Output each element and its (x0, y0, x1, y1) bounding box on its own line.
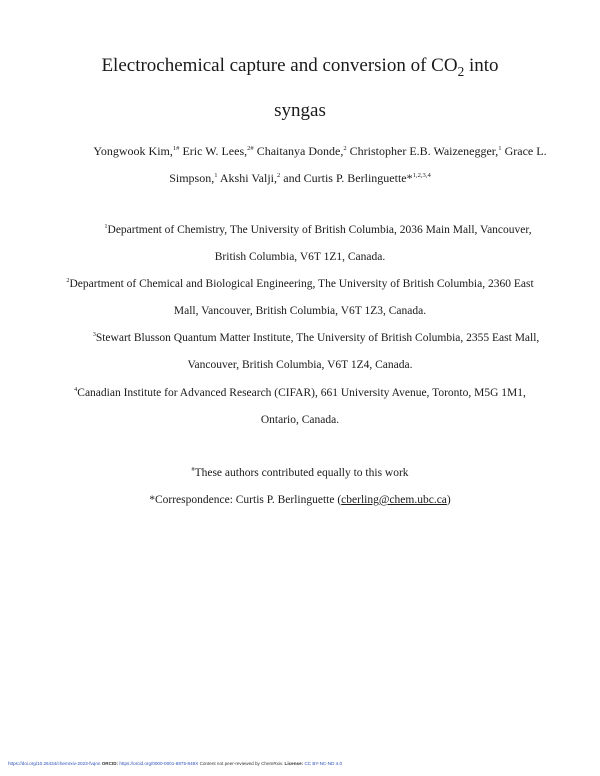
author: Yongwook Kim, (93, 144, 173, 158)
author: Akshi Valji, (219, 171, 277, 185)
doi-link[interactable]: https://doi.org/10.26434/chemrxiv-2023-fvqnn (8, 761, 101, 766)
affiliation-3-line2: Vancouver, British Columbia, V6T 1Z4, Canada. (187, 359, 413, 371)
author: Eric W. Lees, (182, 144, 248, 158)
author: Simpson, (169, 171, 215, 185)
author-line-1: Yongwook Kim,$^{1\#}$ Eric W. Lees,$^{2\#}$ Chaitanya Donde,$^2$ Christopher E.B. Waizenegger,$^1$ Grace L. (93, 144, 547, 158)
affiliation-4: $^4$Canadian Institute for Advanced Research (CIFAR), 661 University Avenue, Toronto, M5G 1M1, (74, 386, 526, 399)
affiliation-2: $^2$Department of Chemical and Biological Engineering, The University of British Columbia, 2360 East (66, 277, 534, 290)
license-link[interactable]: CC BY-NC-ND 4.0 (304, 761, 343, 766)
author-line-2: Simpson,$^1$ Akshi Valji,$^2$ and Curtis P. Berlinguette*$^{1,2,3,4}$ (169, 171, 431, 185)
author: Chaitanya Donde, (256, 144, 344, 158)
affiliation-3: $^3$Stewart Blusson Quantum Matter Institute, The University of British Columbia, 2355 East Mall, (92, 331, 540, 344)
paper-title: Electrochemical capture and conversion of $CO_2$ into (101, 55, 499, 79)
author: and Curtis P. Berlinguette* (283, 171, 413, 185)
correspondence-note: *Correspondence: Curtis P. Berlinguette (cberling@chem.ubc.ca) (149, 494, 451, 506)
equal-contribution-note: #These authors contributed equally to this work (191, 466, 409, 479)
affiliation-1: $^1$Department of Chemistry, The University of British Columbia, 2036 Main Mall, Vancouver, (104, 223, 532, 236)
affiliation-1-line2: British Columbia, V6T 1Z1, Canada. (214, 251, 386, 263)
chemrxiv-footer: https://doi.org/10.26434/chemrxiv-2023-fvqnn ORCID: https://orcid.org/0000-0001-6875-849X Content not peer-reviewed by ChemRxiv. License: CC BY-NC-ND 4.0 (8, 761, 343, 766)
author: Christopher E.B. Waizenegger, (349, 144, 499, 158)
author: Grace L. (504, 144, 547, 158)
orcid-link[interactable]: https://orcid.org/0000-0001-6875-849X (119, 761, 199, 766)
affiliation-2-line2: Mall, Vancouver, British Columbia, V6T 1Z3, Canada. (173, 305, 427, 317)
correspondence-email-link[interactable]: cberling@chem.ubc.ca (341, 494, 447, 506)
affiliation-4-line2: Ontario, Canada. (260, 414, 340, 426)
paper-title-line2: syngas (274, 100, 326, 121)
